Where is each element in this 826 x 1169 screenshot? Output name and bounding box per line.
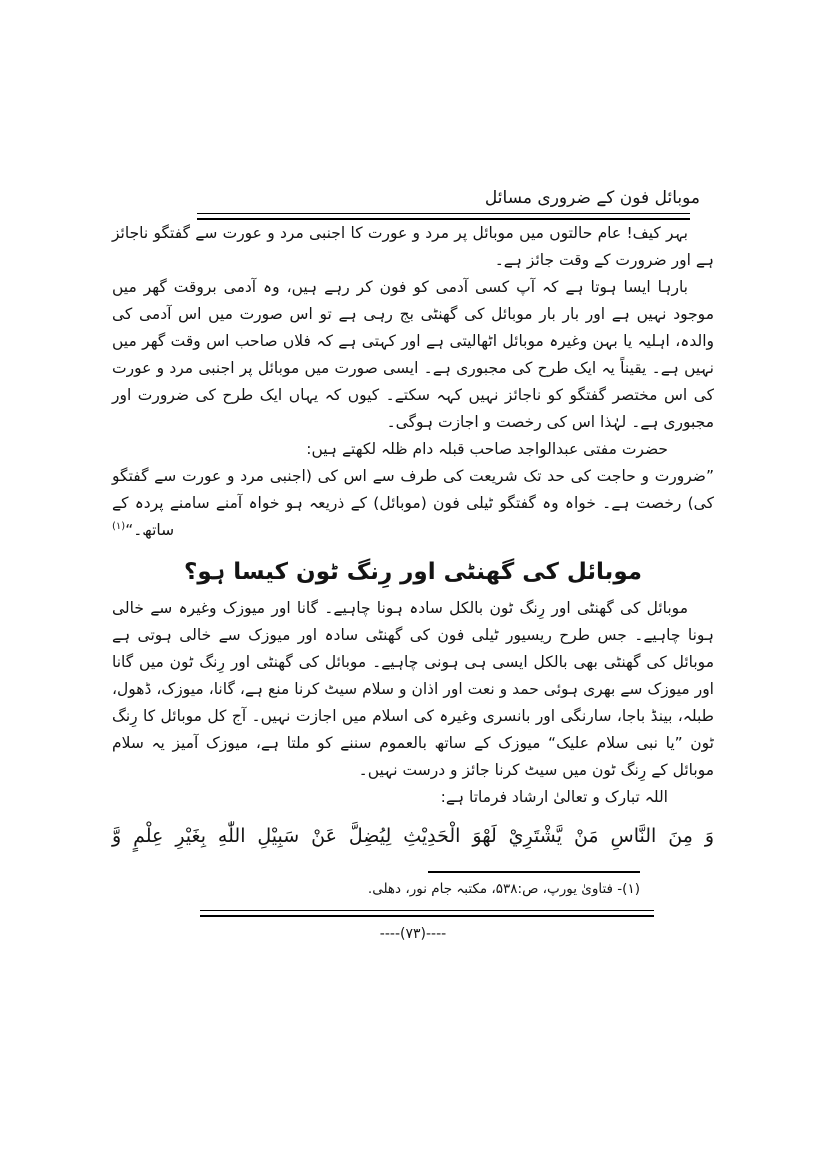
- body-paragraph-3: موبائل کی گھنٹی اور رِنگ ٹون بالکل سادہ ہونا چاہیے۔ گانا اور میوزک وغیرہ سے خالی ہونا چاہیے۔ جس طرح ریسیور ٹیلی فون کی گھنٹی سادہ اور میوزک سے خالی ہوتی ہے موبائل کی گھنٹی بھی بالکل ایسی ہی ہونی چاہیے۔ موبائل کی گھنٹی اور رِنگ ٹون میں گانا اور میوزک سے بھری ہوئی حمد و نعت اور اذان و سلام سیٹ کرنا منع ہے، گانا، میوزک، ڈھول، طبلہ، بینڈ باجا، سارنگی اور بانسری وغیرہ کی اسلام میں اجازت نہیں۔ آج کل موبائل کا رِنگ ٹون ”یا نبی سلام علیک“ میوزک کے ساتھ بالعموم سننے کو ملتا ہے، میوزک آمیز یہ سلام موبائل کے رِنگ ٹون میں سیٹ کرنا جائز و درست نہیں۔: [112, 599, 714, 779]
- page-number: ----(۷۳)----: [379, 926, 447, 942]
- page-content: [112, 186, 714, 942]
- quran-verse: وَ مِنَ النَّاسِ مَنْ يَّشْتَرِيْ لَهْوَ الْحَدِيْثِ لِيُضِلَّ عَنْ سَبِيْلِ اللّٰهِ بِغَيْرِ عِلْمٍ وَّ: [112, 825, 714, 847]
- body-paragraph-1: بہر کیف! عام حالتوں میں موبائل پر مرد و عورت کا اجنبی مرد و عورت سے گفتگو ناجائز ہے اور ضرورت کے وقت جائز ہے۔: [112, 224, 714, 269]
- running-header-title: موبائل فون کے ضروری مسائل: [484, 188, 700, 208]
- quotation-text: ”ضرورت و حاجت کی حد تک شریعت کی طرف سے اس کی (اجنبی مرد و عورت سے گفتگو کی) رخصت ہے۔ خواہ وہ گفتگو ٹیلی فون (موبائل) کے ذریعہ ہو خواہ آمنے سامنے پردہ کے ساتھ۔“: [112, 467, 714, 539]
- body-paragraph-2: بارہا ایسا ہوتا ہے کہ آپ کسی آدمی کو فون کر رہے ہیں، وہ آدمی بروقت گھر میں موجود نہیں ہے اور بار بار موبائل کی گھنٹی بج رہی ہے تو اس صورت میں اس آدمی کی والدہ، اہلیہ یا بہن وغیرہ موبائل اٹھالیتی ہے اور کہتی ہے کہ فلاں صاحب اس وقت گھر میں نہیں ہے۔ یقیناً یہ ایک طرح کی مجبوری ہے۔ ایسی صورت میں موبائل پر اجنبی مرد و عورت کی اس مختصر گفتگو کو ناجائز نہیں کہہ سکتے۔ کیوں کہ یہاں ایک طرح کی ضرورت اور مجبوری ہے۔ لہٰذا اس کی رخصت و اجازت ہوگی۔: [112, 278, 714, 431]
- footer-rule: [200, 910, 654, 917]
- verse-intro: اللہ تبارک و تعالیٰ ارشاد فرماتا ہے:: [440, 788, 668, 806]
- footnote-text: (۱)- فتاویٰ یورپ، ص:۵۳۸، مکتبہ جام نور، دھلی.: [367, 881, 640, 897]
- quotation-intro: حضرت مفتی عبدالواجد صاحب قبلہ دام ظلہ لکھتے ہیں:: [306, 440, 668, 458]
- footnote-reference: (۱): [112, 520, 126, 532]
- section-heading: موبائل کی گھنٹی اور رِنگ ٹون کیسا ہو؟: [184, 559, 642, 585]
- footnote-separator: [428, 871, 640, 873]
- header-rule: [197, 213, 690, 220]
- quotation-paragraph: [112, 463, 714, 544]
